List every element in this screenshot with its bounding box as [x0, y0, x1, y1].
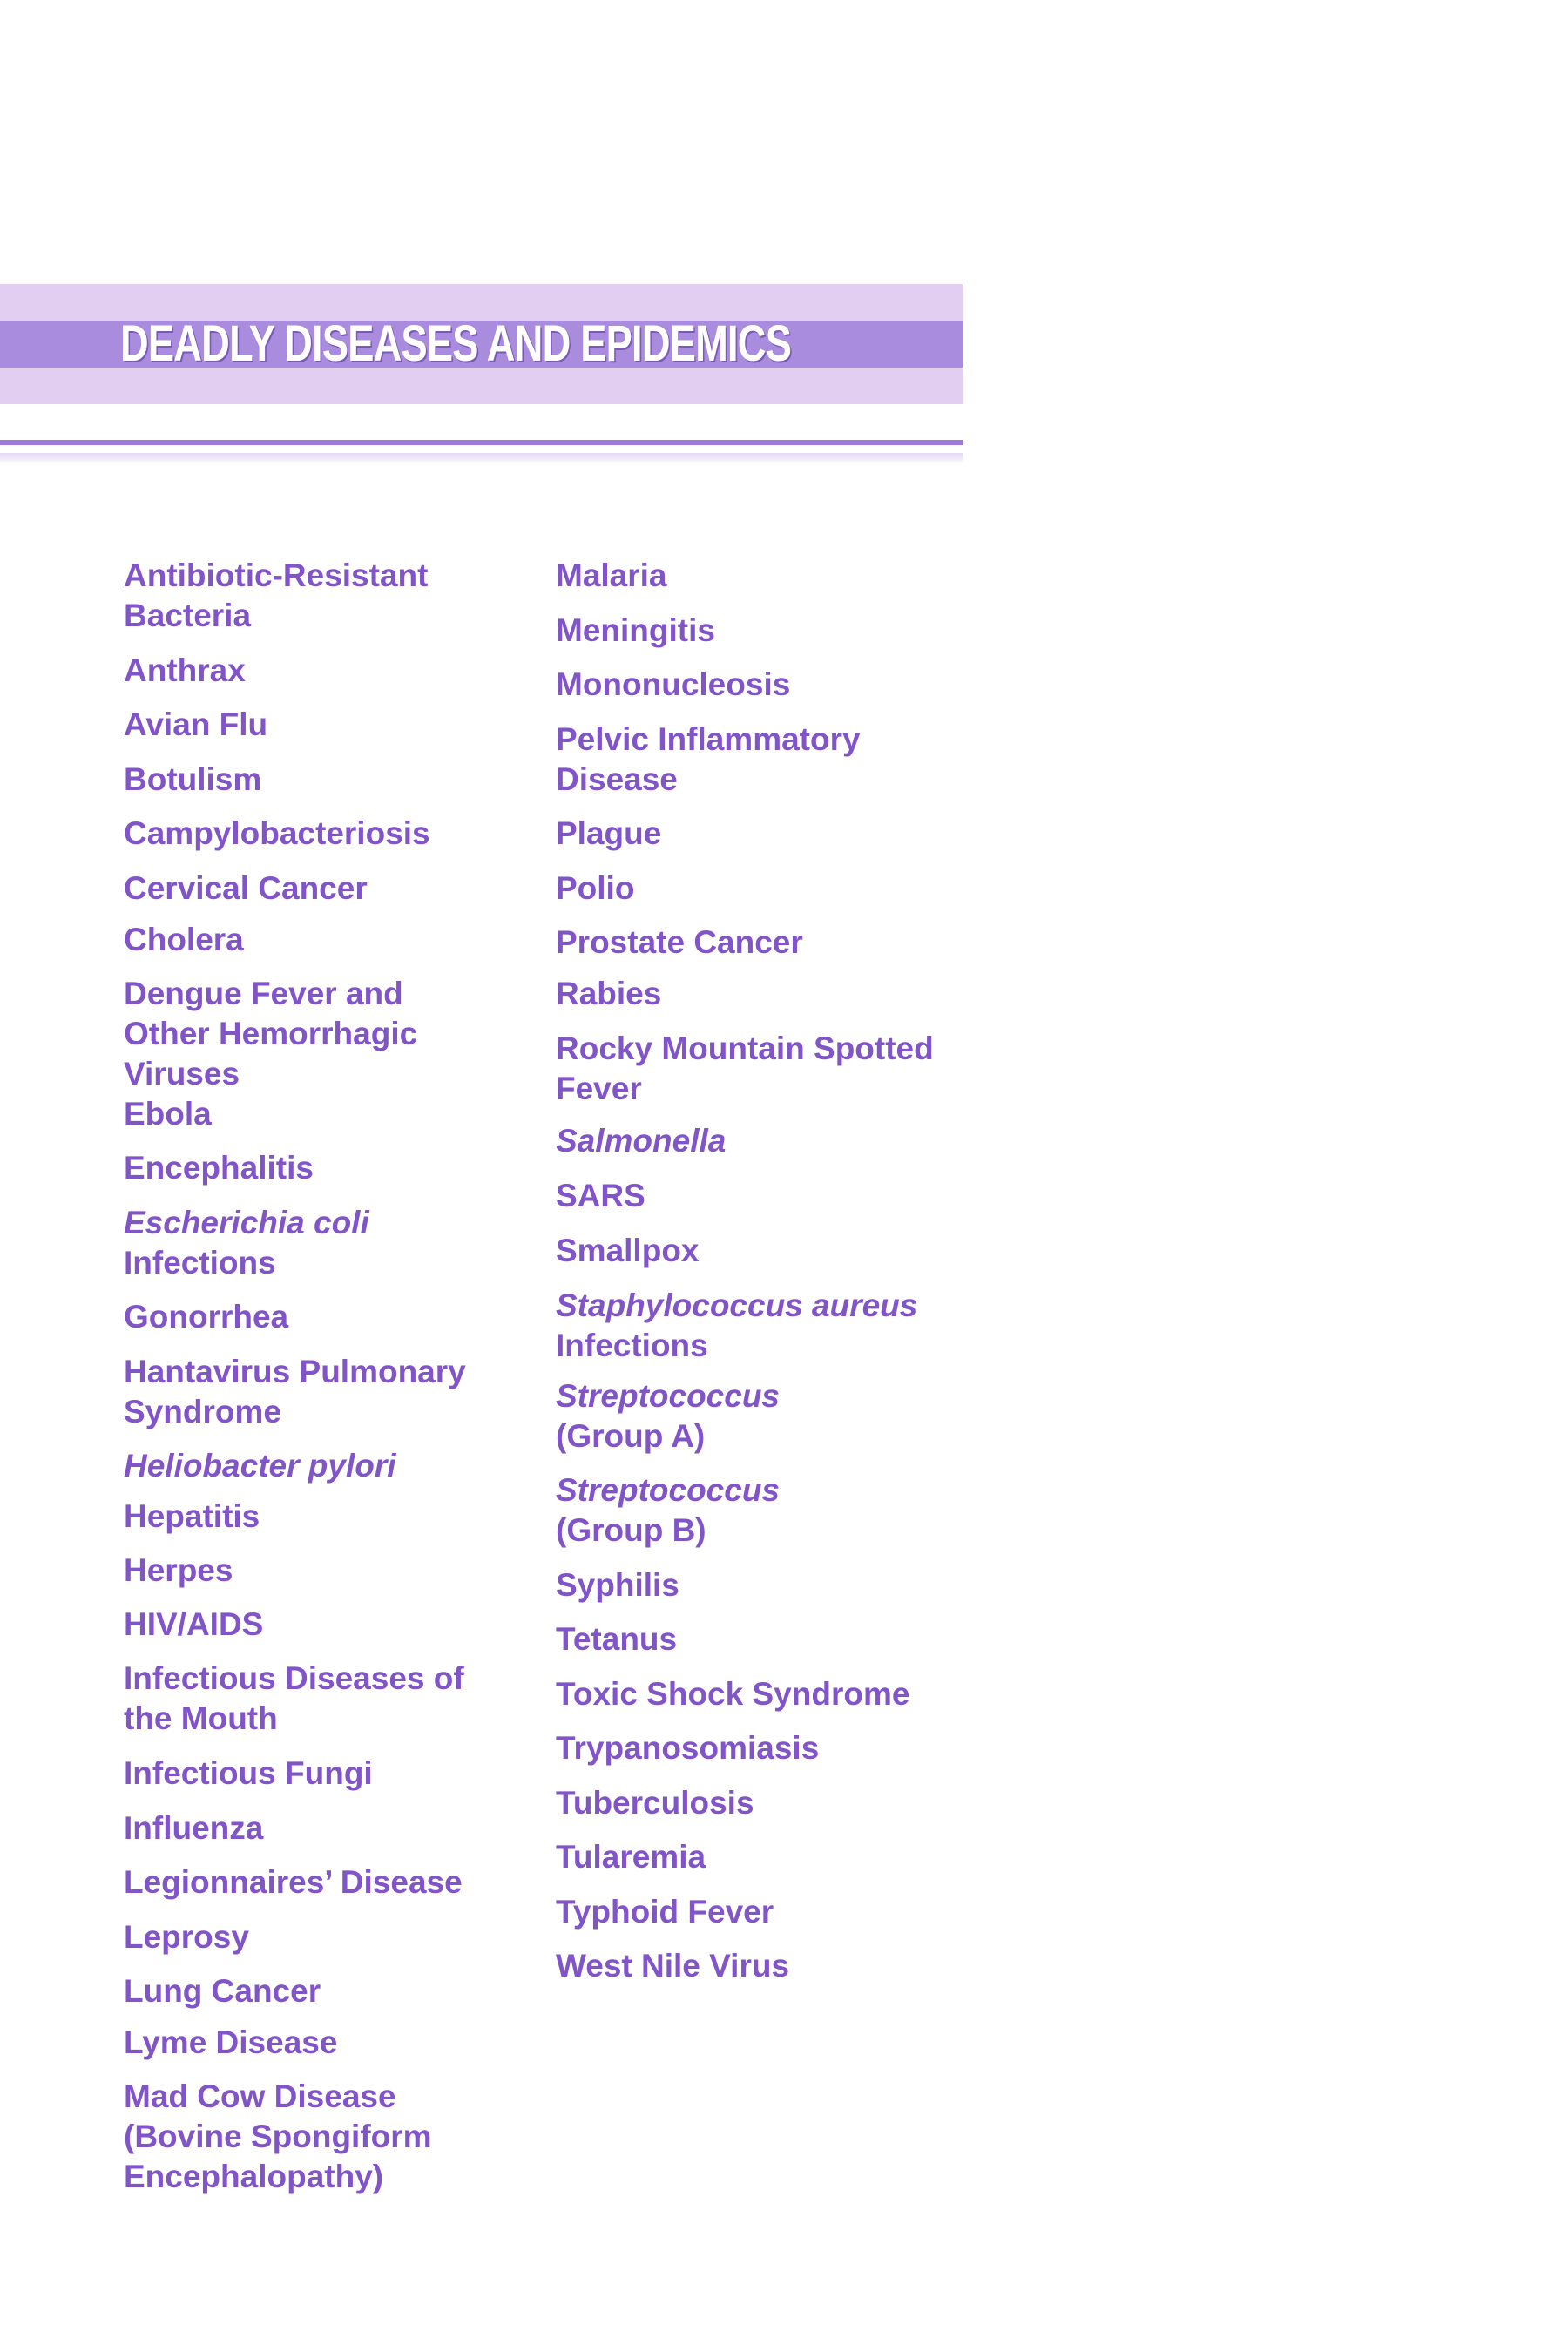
- list-item: [124, 1148, 524, 1188]
- entry-line: (Bovine Spongiform: [124, 2119, 432, 2154]
- list-item: [124, 1446, 524, 1486]
- list-item: [556, 974, 974, 1014]
- list-item: [556, 814, 974, 854]
- list-item: [556, 556, 974, 596]
- entry-line: Malaria: [556, 558, 667, 593]
- italic-taxon-name: Staphylococcus aureus: [556, 1288, 918, 1323]
- entry-line: West Nile Virus: [556, 1948, 790, 1984]
- entry-line: Encephalopathy): [124, 2159, 384, 2194]
- list-item: [556, 1470, 974, 1551]
- list-item: [124, 1754, 524, 1794]
- entry-line: [556, 1470, 974, 1511]
- list-item: [124, 1352, 524, 1432]
- entry-line: Syphilis: [556, 1567, 679, 1603]
- list-item: [124, 1862, 524, 1903]
- entry-line: Mononucleosis: [556, 666, 791, 702]
- list-item: [556, 1619, 974, 1659]
- list-item: [556, 1231, 974, 1271]
- entry-line: Herpes: [124, 1552, 233, 1588]
- entry-line: Prostate Cancer: [556, 924, 803, 960]
- list-item: [556, 720, 974, 800]
- list-item: [124, 1808, 524, 1848]
- entry-line: Mad Cow Disease: [124, 2078, 396, 2114]
- list-item: [124, 2077, 524, 2197]
- entry-line: Polio: [556, 870, 635, 906]
- entry-line: Other Hemorrhagic: [124, 1016, 418, 1051]
- list-item: [124, 760, 524, 800]
- list-item: [124, 868, 524, 909]
- entry-line: Typhoid Fever: [556, 1894, 774, 1930]
- entry-line: Encephalitis: [124, 1150, 314, 1186]
- list-item: [124, 1497, 524, 1537]
- list-item: [124, 814, 524, 854]
- entry-line: Cholera: [124, 922, 244, 957]
- title-list-right-column: [556, 556, 974, 1986]
- list-item: [556, 1029, 974, 1109]
- italic-taxon-name: Salmonella: [556, 1123, 727, 1159]
- series-title: DEADLY DISEASES AND EPIDEMICS: [120, 315, 792, 372]
- list-item: [556, 868, 974, 909]
- entry-line: HIV/AIDS: [124, 1606, 264, 1642]
- entry-line: Avian Flu: [124, 706, 268, 742]
- entry-line: Tularemia: [556, 1839, 706, 1875]
- list-item: [556, 1176, 974, 1216]
- entry-line: Plague: [556, 815, 662, 851]
- entry-line: Syndrome: [124, 1394, 281, 1429]
- entry-line: (Group B): [556, 1512, 706, 1548]
- series-banner: [0, 284, 963, 404]
- list-item: [124, 1605, 524, 1645]
- entry-line: Infectious Diseases of: [124, 1660, 464, 1696]
- entry-line: Smallpox: [556, 1233, 700, 1268]
- entry-line: Campylobacteriosis: [124, 815, 430, 851]
- entry-line: the Mouth: [124, 1700, 278, 1736]
- entry-line: Rocky Mountain Spotted: [556, 1031, 934, 1066]
- list-item: [124, 2023, 524, 2063]
- entry-line: Hepatitis: [124, 1498, 260, 1534]
- list-item: [556, 923, 974, 963]
- list-item: [556, 1728, 974, 1768]
- entry-line: Tetanus: [556, 1621, 678, 1657]
- entry-line: Infectious Fungi: [124, 1755, 373, 1791]
- list-item: [124, 1659, 524, 1739]
- list-item: [124, 1551, 524, 1591]
- entry-line: [124, 1203, 524, 1243]
- list-item: [124, 1917, 524, 1957]
- entry-line: Leprosy: [124, 1919, 249, 1955]
- entry-line: Rabies: [556, 976, 662, 1011]
- entry-line: Viruses: [124, 1056, 240, 1092]
- entry-line: Lung Cancer: [124, 1973, 321, 2009]
- entry-line: Influenza: [124, 1810, 264, 1846]
- list-item: [556, 1376, 974, 1456]
- divider-rule-shadow: [0, 453, 963, 462]
- list-item: [124, 1297, 524, 1337]
- entry-line: Fever: [556, 1071, 642, 1106]
- list-item: [124, 1094, 524, 1134]
- list-item: [556, 1837, 974, 1877]
- entry-line: Anthrax: [124, 652, 246, 688]
- list-item: [124, 556, 524, 636]
- title-list-left-column: [124, 556, 524, 2197]
- entry-line: Infections: [556, 1328, 708, 1363]
- entry-line: Bacteria: [124, 598, 252, 633]
- entry-line: Trypanosomiasis: [556, 1730, 820, 1766]
- entry-line: Tuberculosis: [556, 1785, 754, 1821]
- divider-rule: [0, 440, 963, 445]
- list-item: [556, 1121, 974, 1161]
- entry-line: Hantavirus Pulmonary: [124, 1354, 466, 1389]
- entry-line: Cervical Cancer: [124, 870, 368, 906]
- list-item: [556, 1783, 974, 1823]
- entry-line: Botulism: [124, 761, 262, 797]
- entry-line: SARS: [556, 1178, 645, 1213]
- entry-line: (Group A): [556, 1418, 706, 1454]
- entry-line: Pelvic Inflammatory: [556, 721, 861, 757]
- entry-line: Gonorrhea: [124, 1299, 289, 1335]
- list-item: [124, 974, 524, 1094]
- list-item: [556, 611, 974, 651]
- entry-line: Ebola: [124, 1096, 212, 1132]
- list-item: [124, 920, 524, 960]
- italic-taxon-name: Escherichia coli: [124, 1205, 369, 1240]
- list-item: [556, 1892, 974, 1932]
- list-item: [556, 1286, 974, 1366]
- list-item: [556, 1565, 974, 1605]
- entry-line: [556, 1376, 974, 1416]
- italic-taxon-name: Heliobacter pylori: [124, 1448, 396, 1484]
- list-item: [556, 665, 974, 705]
- entry-line: Lyme Disease: [124, 2024, 338, 2060]
- list-item: [124, 1203, 524, 1283]
- entry-line: Legionnaires’ Disease: [124, 1864, 463, 1900]
- italic-taxon-name: Streptococcus: [556, 1378, 781, 1414]
- list-item: [556, 1946, 974, 1986]
- entry-line: Dengue Fever and: [124, 976, 403, 1011]
- entry-line: Infections: [124, 1245, 276, 1281]
- italic-taxon-name: Streptococcus: [556, 1472, 781, 1508]
- entry-line: Antibiotic-Resistant: [124, 558, 429, 593]
- list-item: [124, 651, 524, 691]
- list-item: [124, 705, 524, 745]
- entry-line: Disease: [556, 761, 678, 797]
- entry-line: Meningitis: [556, 612, 715, 648]
- list-item: [556, 1674, 974, 1714]
- list-item: [124, 1971, 524, 2011]
- entry-line: Toxic Shock Syndrome: [556, 1676, 910, 1712]
- entry-line: [556, 1286, 974, 1326]
